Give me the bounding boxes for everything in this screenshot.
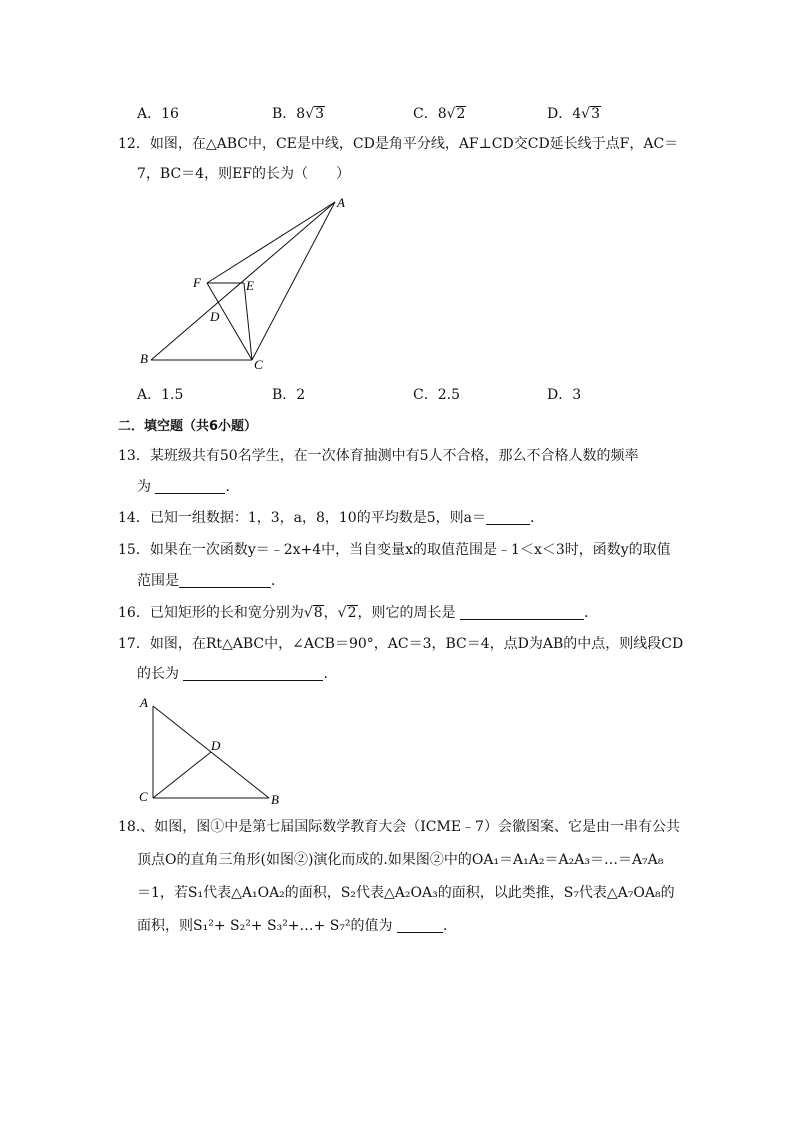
q11-option-b-radicand: 3 [315,106,325,122]
q16-answer-blank[interactable] [460,605,584,620]
q12-option-d: D．3 [547,387,582,403]
q11-option-d [547,103,601,123]
q15-line1: 15．如果在一次函数y＝﹣2x+4中，当自变量x的取值范围是﹣1＜x＜3时，函数y的取值 [118,542,671,558]
q11-option-b-text: B．8 [272,106,306,122]
q16-middle: ，则它的周长是 [357,605,456,621]
q12-options [137,384,657,404]
q12-line2: 7，BC＝4，则EF的长为（ ） [137,166,351,182]
q17-answer-blank[interactable] [183,666,323,681]
q18-line4 [137,916,457,936]
sqrt-symbol: √2 [446,106,466,122]
q11-options [137,103,657,123]
q18-answer-blank[interactable] [397,918,443,933]
q17-figure [132,692,292,808]
q12-option-c: C．2.5 [413,387,460,403]
q11-option-b [272,103,325,123]
label-F: F [193,275,201,290]
q18-middle: 的值为 [350,918,393,934]
q12-figure [130,192,360,377]
label-A: A [337,195,345,210]
q18-suffix: ． [443,918,457,934]
section-title: 二．填空题（共6小题） [118,419,258,434]
q16-radicand-2: 2 [347,605,357,621]
label-B: B [271,792,279,807]
q15-suffix: ． [271,573,285,589]
label-C: C [139,789,148,804]
q13-line2 [137,477,239,497]
sqrt-symbol: √3 [581,106,600,122]
q17-suffix: ． [323,666,338,682]
q12-option-a: A．1.5 [137,387,184,403]
q16-suffix: ． [583,605,598,621]
line-BA [151,202,335,360]
label-A: A [140,695,148,710]
q14-answer-blank[interactable] [486,510,530,525]
q18-line1: 18.、如图，图①中是第七届国际数学教育大会（ICME﹣7）会徽图案、它是由一串有公共 [118,819,680,835]
q11-option-a: A．16 [137,106,179,122]
q18-prefix: 面积，则 [137,918,193,934]
label-C: C [254,357,263,372]
q12-line1: 12．如图，在△ABC中，CE是中线，CD是角平分线，AF⊥CD交CD延长线于点F，AC＝ [118,136,679,152]
q13-suffix: ． [225,479,240,495]
q16-radicand-1: 8 [313,605,323,621]
line-CA [252,202,335,360]
line-FA [207,202,335,283]
q16-comma: ， [323,605,338,621]
q15-answer-blank[interactable] [179,573,271,588]
q16-prefix: 16．已知矩形的长和宽分别为 [118,605,304,621]
label-E: E [246,278,254,293]
q18-sum-expression: S₁²+ S₂²+ S₃²+…+ S₇² [193,918,351,934]
label-D: D [210,309,220,324]
q17-line1: 17．如图，在Rt△ABC中，∠ACB＝90°，AC＝3，BC＝4，点D为AB的中点，则线段CD [118,636,684,652]
q13-line1: 13．某班级共有50名学生，在一次体育抽测中有5人不合格，那么不合格人数的频率 [118,448,639,464]
q11-option-c [413,103,466,123]
q14-line [118,508,544,528]
q14-suffix: ． [529,510,544,526]
q18-line3: ＝1，若S₁代表△A₁OA₂的面积，S₂代表△A₂OA₃的面积，以此类推，S₇代表△A₇OA₈的 [137,885,675,901]
q13-prefix: 为 [137,479,151,495]
sqrt-symbol: √8 [303,605,323,621]
q11-option-c-text: C．8 [413,106,447,122]
sqrt-symbol: √2 [337,605,357,621]
q15-prefix: 范围是 [137,573,179,589]
q16-line [118,603,598,623]
q11-option-d-text: D．4 [547,106,582,122]
q12-option-b: B．2 [272,387,306,403]
sqrt-symbol: √3 [305,106,325,122]
label-D: D [211,738,221,753]
label-B: B [140,351,148,366]
line-CD [153,752,211,798]
q17-prefix: 的长为 [137,666,179,682]
q15-line2 [137,571,285,591]
q11-option-d-radicand: 3 [591,106,600,122]
q14-prefix: 14．已知一组数据：1，3，a，8，10的平均数是5，则a＝ [118,510,486,526]
q18-line2: 顶点O的直角三角形(如图②)演化而成的.如果图②中的OA₁＝A₁A₂＝A₂A₃＝…＝A₇A₈ [137,852,664,868]
q13-answer-blank[interactable] [155,479,225,494]
q11-option-c-radicand: 2 [456,106,466,122]
q17-line2 [137,664,337,684]
